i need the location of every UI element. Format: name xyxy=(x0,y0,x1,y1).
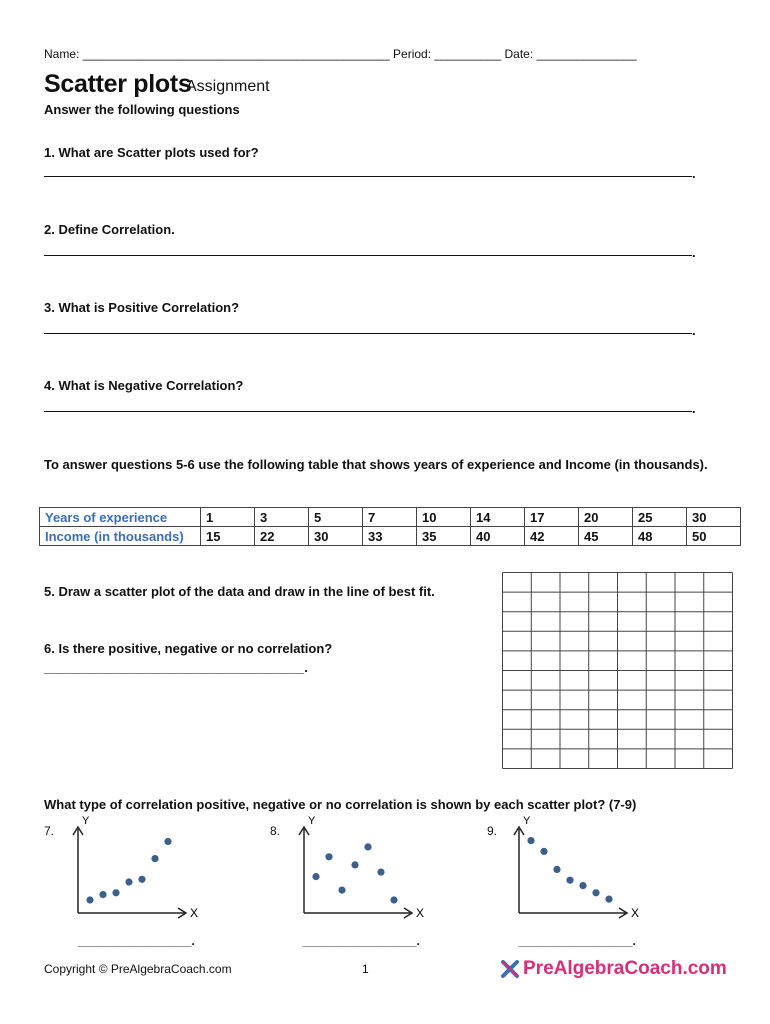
scatter-point xyxy=(553,866,560,873)
plot-9-answer-blank[interactable]: _________________. xyxy=(519,934,636,948)
instructions: Answer the following questions xyxy=(44,102,240,117)
scatter-point xyxy=(390,896,397,903)
scatter-point xyxy=(112,889,119,896)
table-cell: 7 xyxy=(363,508,417,527)
answer-line-4[interactable] xyxy=(44,411,692,412)
table-cell: 22 xyxy=(255,527,309,546)
y-axis-label: Y xyxy=(82,815,90,827)
pencil-cross-icon xyxy=(500,959,520,979)
table-intro: To answer questions 5-6 use the following table that shows years of experience and Income (in thousands). xyxy=(44,457,708,472)
plot-7-answer-blank[interactable]: _________________. xyxy=(78,934,195,948)
copyright: Copyright © PreAlgebraCoach.com xyxy=(44,962,232,976)
table-row-income xyxy=(40,527,741,546)
question-1: 1. What are Scatter plots used for? xyxy=(44,145,259,160)
table-cell: 42 xyxy=(525,527,579,546)
scatter-point xyxy=(605,896,612,903)
plot-8-answer-blank[interactable]: _________________. xyxy=(303,934,420,948)
question-6-answer-blank[interactable]: ____________________________________. xyxy=(44,660,308,675)
answer-period-1: . xyxy=(692,166,696,181)
page-title: Scatter plots xyxy=(44,70,192,98)
scatter-point xyxy=(164,838,171,845)
scatter-point xyxy=(99,891,106,898)
table-cell: 14 xyxy=(471,508,525,527)
table-cell: 33 xyxy=(363,527,417,546)
x-axis-label: X xyxy=(416,906,425,920)
table-cell: 30 xyxy=(687,508,741,527)
plot-7-number: 7. xyxy=(44,824,55,838)
y-axis-label: Y xyxy=(308,815,316,827)
scatter-point xyxy=(138,876,145,883)
page-subtitle: Assignment xyxy=(186,78,270,95)
answer-line-3[interactable] xyxy=(44,333,692,334)
question-5: 5. Draw a scatter plot of the data and draw in the line of best fit. xyxy=(44,584,435,599)
table-cell: 20 xyxy=(579,508,633,527)
question-6: 6. Is there positive, negative or no correlation? xyxy=(44,641,333,656)
table-cell: 10 xyxy=(417,508,471,527)
scatter-point xyxy=(527,837,534,844)
scatter-point xyxy=(540,848,547,855)
scatter-point xyxy=(592,889,599,896)
row-label-years: Years of experience xyxy=(40,508,201,527)
scatter-point xyxy=(151,855,158,862)
plot-9-number: 9. xyxy=(487,824,498,838)
scatter-point xyxy=(351,861,358,868)
question-4: 4. What is Negative Correlation? xyxy=(44,378,244,393)
answer-period-2: . xyxy=(692,245,696,260)
table-cell: 1 xyxy=(201,508,255,527)
table-cell: 30 xyxy=(309,527,363,546)
table-cell: 3 xyxy=(255,508,309,527)
answer-line-1[interactable] xyxy=(44,176,692,177)
table-cell: 17 xyxy=(525,508,579,527)
graph-grid[interactable] xyxy=(502,572,734,770)
table-cell: 50 xyxy=(687,527,741,546)
table-cell: 35 xyxy=(417,527,471,546)
scatter-point xyxy=(86,896,93,903)
period-blank[interactable]: __________ xyxy=(434,47,502,61)
date-blank[interactable]: _______________ xyxy=(536,47,637,61)
brand-logo xyxy=(500,958,727,980)
plot-8-number: 8. xyxy=(270,824,281,838)
brand-name: PreAlgebraCoach.com xyxy=(523,958,727,979)
period-label: Period: xyxy=(393,47,432,61)
data-table xyxy=(39,507,741,546)
table-cell: 45 xyxy=(579,527,633,546)
table-cell: 5 xyxy=(309,508,363,527)
table-cell: 15 xyxy=(201,527,255,546)
table-cell: 25 xyxy=(633,508,687,527)
scatter-point xyxy=(338,887,345,894)
table-row-years xyxy=(40,508,741,527)
scatter-point xyxy=(125,878,132,885)
scatter-point xyxy=(312,873,319,880)
questions-7-9-intro: What type of correlation positive, negative or no correlation is shown by each scatter plot? (7-9) xyxy=(44,797,637,812)
table-cell: 48 xyxy=(633,527,687,546)
scatter-plot-9 xyxy=(505,815,645,925)
question-2: 2. Define Correlation. xyxy=(44,222,175,237)
scatter-point xyxy=(364,843,371,850)
question-3: 3. What is Positive Correlation? xyxy=(44,300,240,315)
scatter-plot-8 xyxy=(290,815,430,925)
table-cell: 40 xyxy=(471,527,525,546)
x-axis-label: X xyxy=(190,906,199,920)
scatter-point xyxy=(566,877,573,884)
answer-period-4: . xyxy=(692,401,696,416)
scatter-point xyxy=(377,869,384,876)
page-number: 1 xyxy=(362,962,369,976)
answer-line-2[interactable] xyxy=(44,255,692,256)
scatter-plot-7 xyxy=(64,815,204,925)
row-label-income: Income (in thousands) xyxy=(40,527,201,546)
name-label: Name: xyxy=(44,47,80,61)
y-axis-label: Y xyxy=(523,815,531,827)
date-label: Date: xyxy=(504,47,534,61)
x-axis-label: X xyxy=(631,906,640,920)
name-blank[interactable]: ______________________________________________ xyxy=(82,47,390,61)
scatter-point xyxy=(579,882,586,889)
header-fields xyxy=(44,47,637,61)
answer-period-3: . xyxy=(692,323,696,338)
scatter-point xyxy=(325,853,332,860)
